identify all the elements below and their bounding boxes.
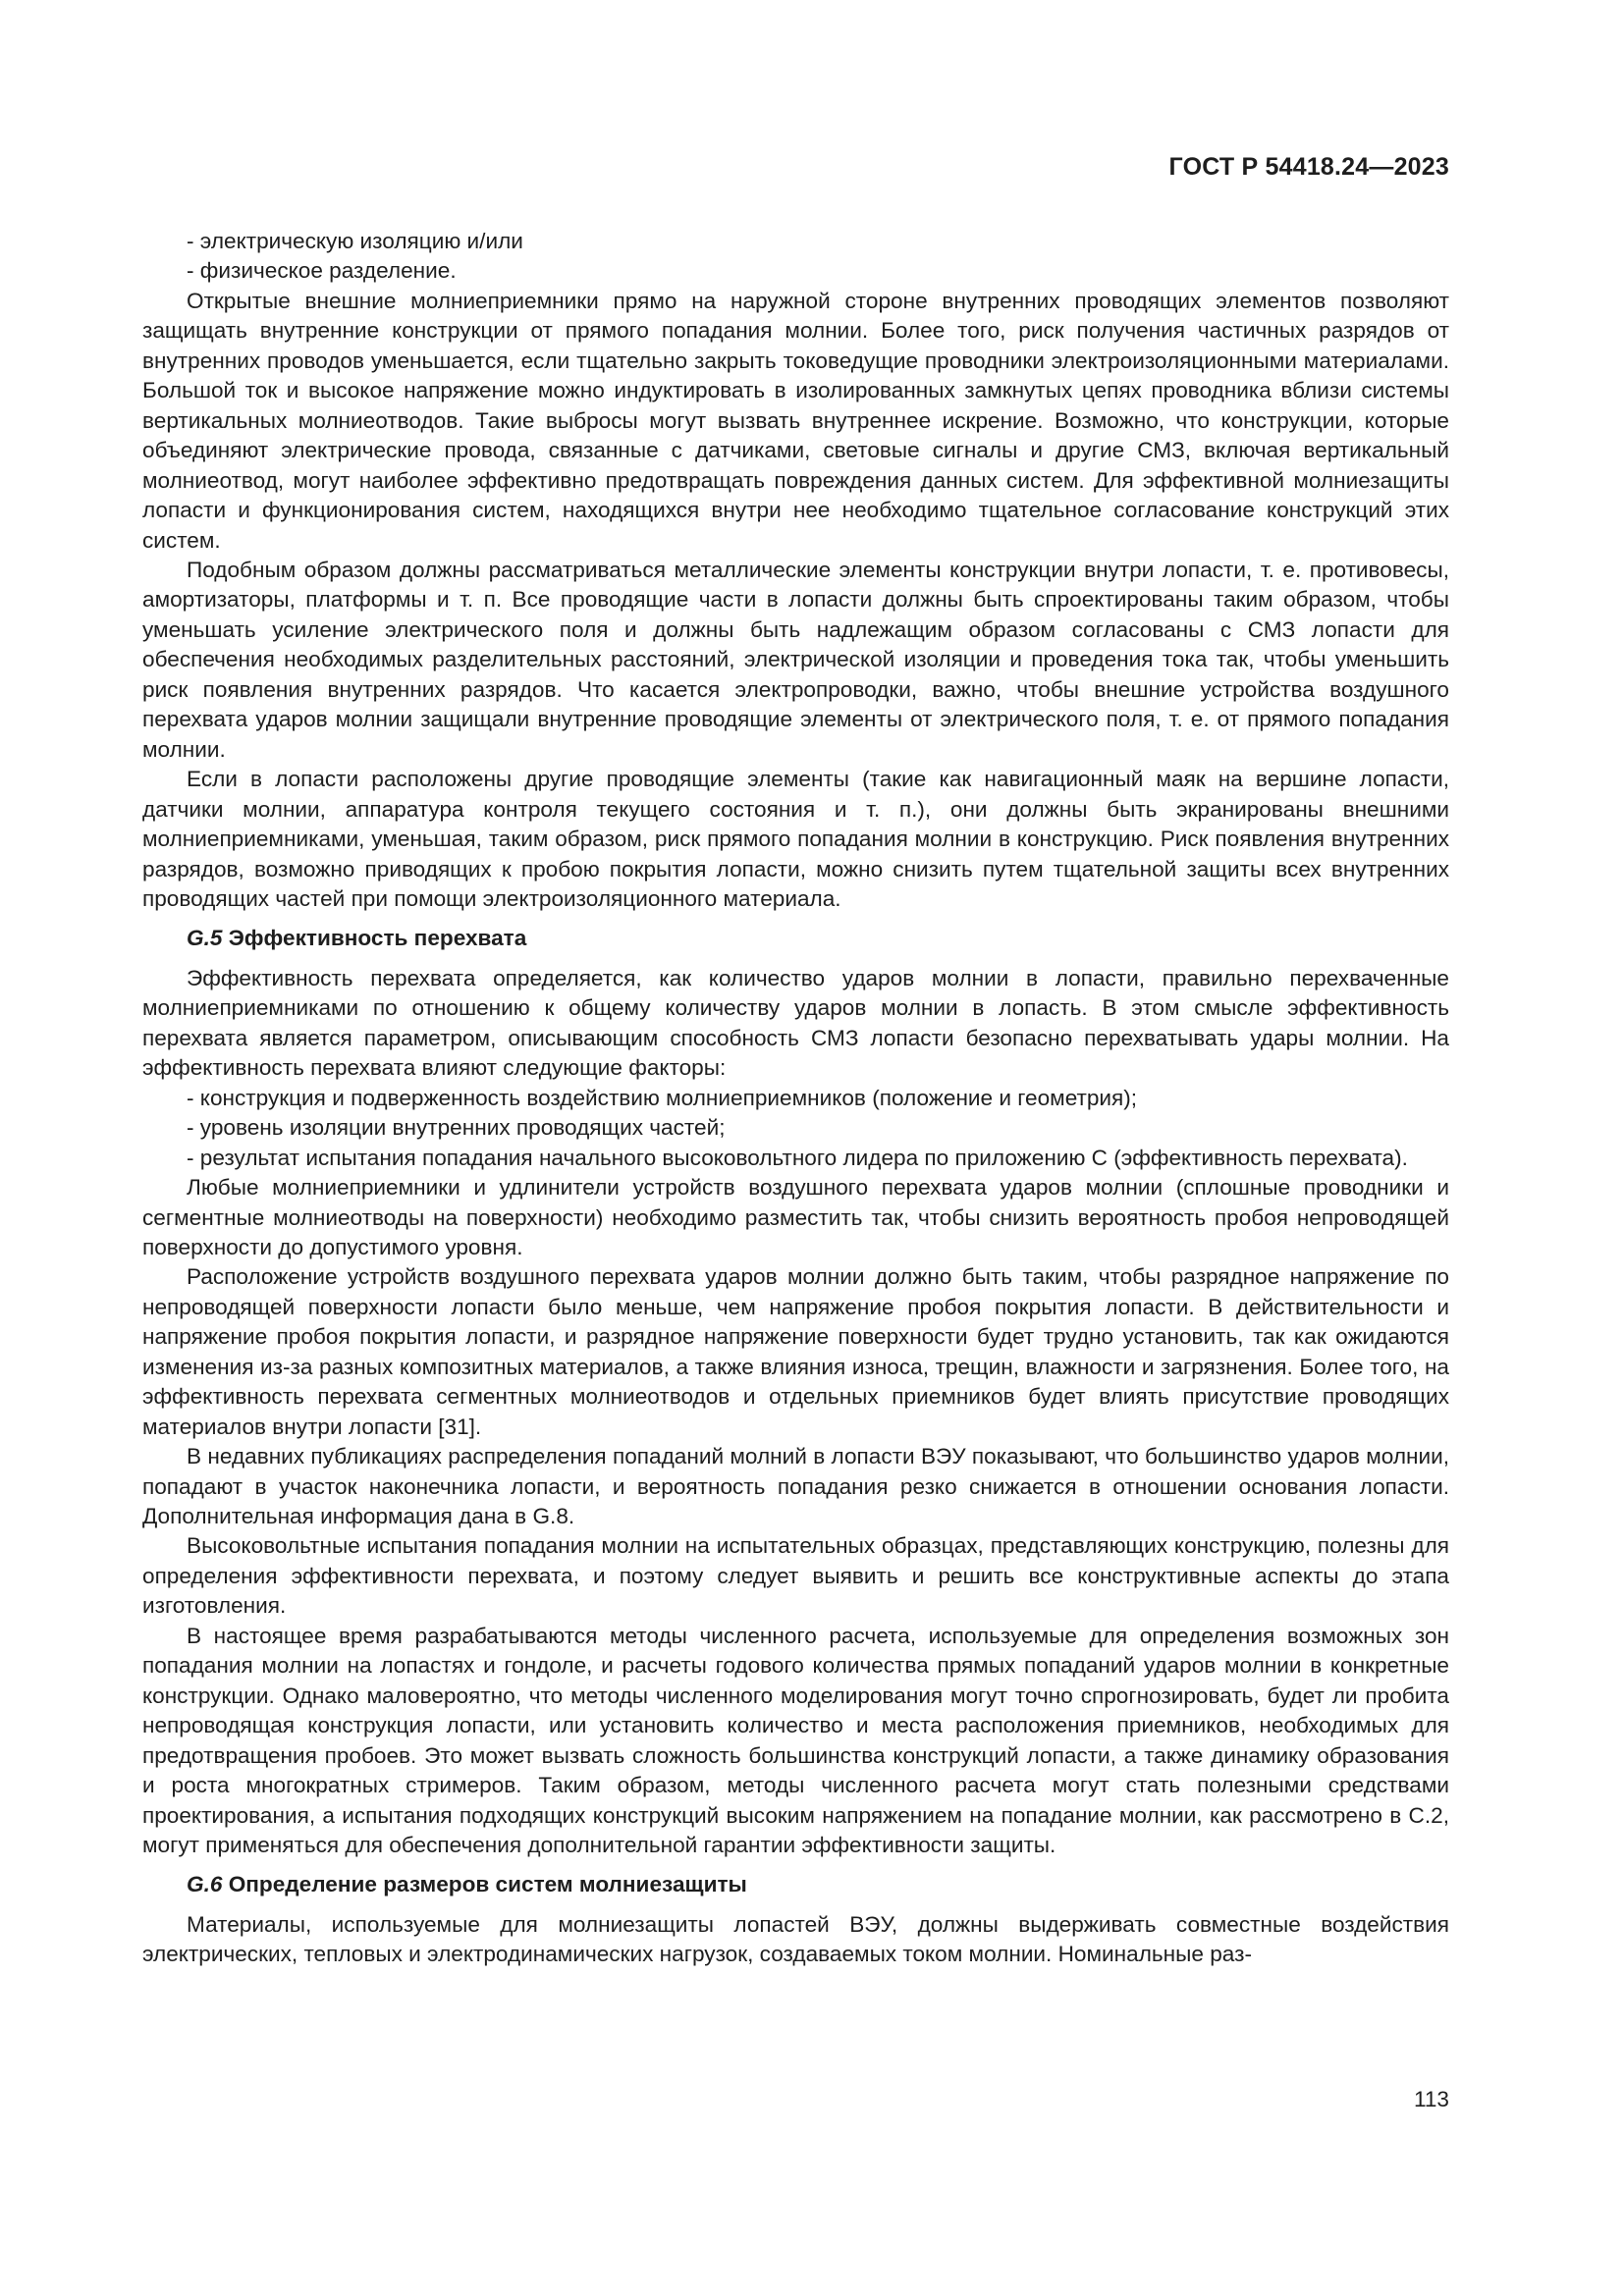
section-title: Определение размеров систем молниезащиты [228,1872,747,1897]
section-number: G.5 [187,926,223,951]
list-item: - электрическую изоляцию и/или [187,229,523,253]
paragraph: Высоковольтные испытания попадания молнии на испытательных образцах, представляющих конструкцию, полезны для определения эффективности перехвата, и поэтому следует выявить и решить все конструктивные аспекты до этапа изготовления. [142,1533,1449,1619]
list-item: - физическое разделение. [187,258,457,284]
section-heading-g5 [142,924,1449,953]
section-heading-g6 [142,1870,1449,1899]
paragraph: Расположение устройств воздушного перехвата ударов молнии должно быть таким, чтобы разрядное напряжение по непроводящей поверхности лопасти было меньше, чем напряжение пробоя покрытия лопасти. В действительности и напряжение пробоя покрытия лопасти, и разрядное напряжение поверхности будет трудно установить, так как ожидаются изменения из-за разных композитных материалов, а также влияния износа, трещин, влажности и загрязнения. Более того, на эффективность перехвата сегментных молниеотводов и отдельных приемников будет влиять присутствие проводящих материалов внутри лопасти [31]. [142,1264,1449,1439]
standard-header: ГОСТ Р 54418.24—2023 [1168,153,1449,181]
section-title: Эффективность перехвата [228,926,527,951]
page-number: 113 [1413,2087,1449,2111]
paragraph: В настоящее время разрабатываются методы численного расчета, используемые для определения возможных зон попадания молнии на лопастях и гондоле, и расчеты годового количества прямых попаданий ударов молнии в конкретные конструкции. Однако маловероятно, что методы численного моделирования могут точно спрогнозировать, будет ли пробита непроводящая конструкция лопасти, или установить количество и места расположения приемников, необходимых для предотвращения пробоев. Это может вызвать сложность большинства конструкций лопасти, а также динамику образования и роста многократных стримеров. Таким образом, методы численного расчета могут стать полезными средствами проектирования, а испытания подходящих конструкций высоким напряжением на попадание молнии, как рассмотрено в C.2, могут применяться для обеспечения дополнительной гарантии эффективности защиты. [142,1623,1449,1858]
list-item: - конструкция и подверженность воздействию молниеприемников (положение и геометрия); [187,1085,1138,1110]
document-body [142,227,1449,1970]
paragraph: Если в лопасти расположены другие проводящие элементы (такие как навигационный маяк на вершине лопасти, датчики молнии, аппаратура контроля текущего состояния и т. п.), они должны быть экранированы внешними молниеприемниками, уменьшая, таким образом, риск прямого попадания молнии в конструкцию. Риск появления внутренних разрядов, возможно приводящих к пробою покрытия лопасти, можно снизить путем тщательной защиты всех внутренних проводящих частей при помощи электроизоляционного материала. [142,767,1449,911]
list-item: - уровень изоляции внутренних проводящих частей; [187,1115,726,1141]
paragraph: Любые молниеприемники и удлинители устройств воздушного перехвата ударов молнии (сплошные проводники и сегментные молниеотводы на поверхности) необходимо разместить так, чтобы снизить вероятность пробоя непроводящей поверхности до допустимого уровня. [142,1175,1449,1259]
list-item: - результат испытания попадания начального высоковольтного лидера по приложению C (эффективность перехвата). [187,1145,1408,1170]
paragraph: Материалы, используемые для молниезащиты лопастей ВЭУ, должны выдерживать совместные воздействия электрических, тепловых и электродинамических нагрузок, создаваемых током молнии. Номинальные раз- [142,1911,1449,1967]
paragraph: Эффективность перехвата определяется, как количество ударов молнии в лопасти, правильно перехваченные молниеприемниками по отношению к общему количеству ударов молнии в лопасть. В этом смысле эффективность перехвата является параметром, описывающим способность СМЗ лопасти безопасно перехватывать удары молнии. На эффективность перехвата влияют следующие факторы: [142,965,1449,1081]
paragraph: В недавних публикациях распределения попаданий молний в лопасти ВЭУ показывают, что большинство ударов молнии, попадают в участок наконечника лопасти, и вероятность попадания резко снижается в отношении основания лопасти. Дополнительная информация дана в G.8. [142,1444,1449,1529]
paragraph: Открытые внешние молниеприемники прямо на наружной стороне внутренних проводящих элементов позволяют защищать внутренние конструкции от прямого попадания молнии. Более того, риск получения частичных разрядов от внутренних проводов уменьшается, если тщательно закрыть токоведущие проводники электроизоляционными материалами. Большой ток и высокое напряжение можно индуктировать в изолированных замкнутых цепях проводника вблизи системы вертикальных молниеотводов. Такие выбросы могут вызвать внутреннее искрение. Возможно, что конструкции, которые объединяют электрические провода, связанные с датчиками, световые сигналы и другие СМЗ, включая вертикальный молниеотвод, могут наиболее эффективно предотвращать повреждения данных систем. Для эффективной молниезащиты лопасти и функционирования систем, находящихся внутри нее необходимо тщательное согласование конструкций этих систем. [142,288,1449,553]
section-number: G.6 [187,1872,223,1897]
paragraph: Подобным образом должны рассматриваться металлические элементы конструкции внутри лопасти, т. е. противовесы, амортизаторы, платформы и т. п. Все проводящие части в лопасти должны быть спроектированы таким образом, чтобы уменьшать усиление электрического поля и должны быть надлежащим образом согласованы с СМЗ лопасти для обеспечения необходимых разделительных расстояний, электрической изоляции и проведения тока так, чтобы уменьшить риск появления внутренних разрядов. Что касается электропроводки, важно, чтобы внешние устройства воздушного перехвата ударов молнии защищали внутренние проводящие элементы от электрического поля, т. е. от прямого попадания молнии. [142,557,1449,762]
